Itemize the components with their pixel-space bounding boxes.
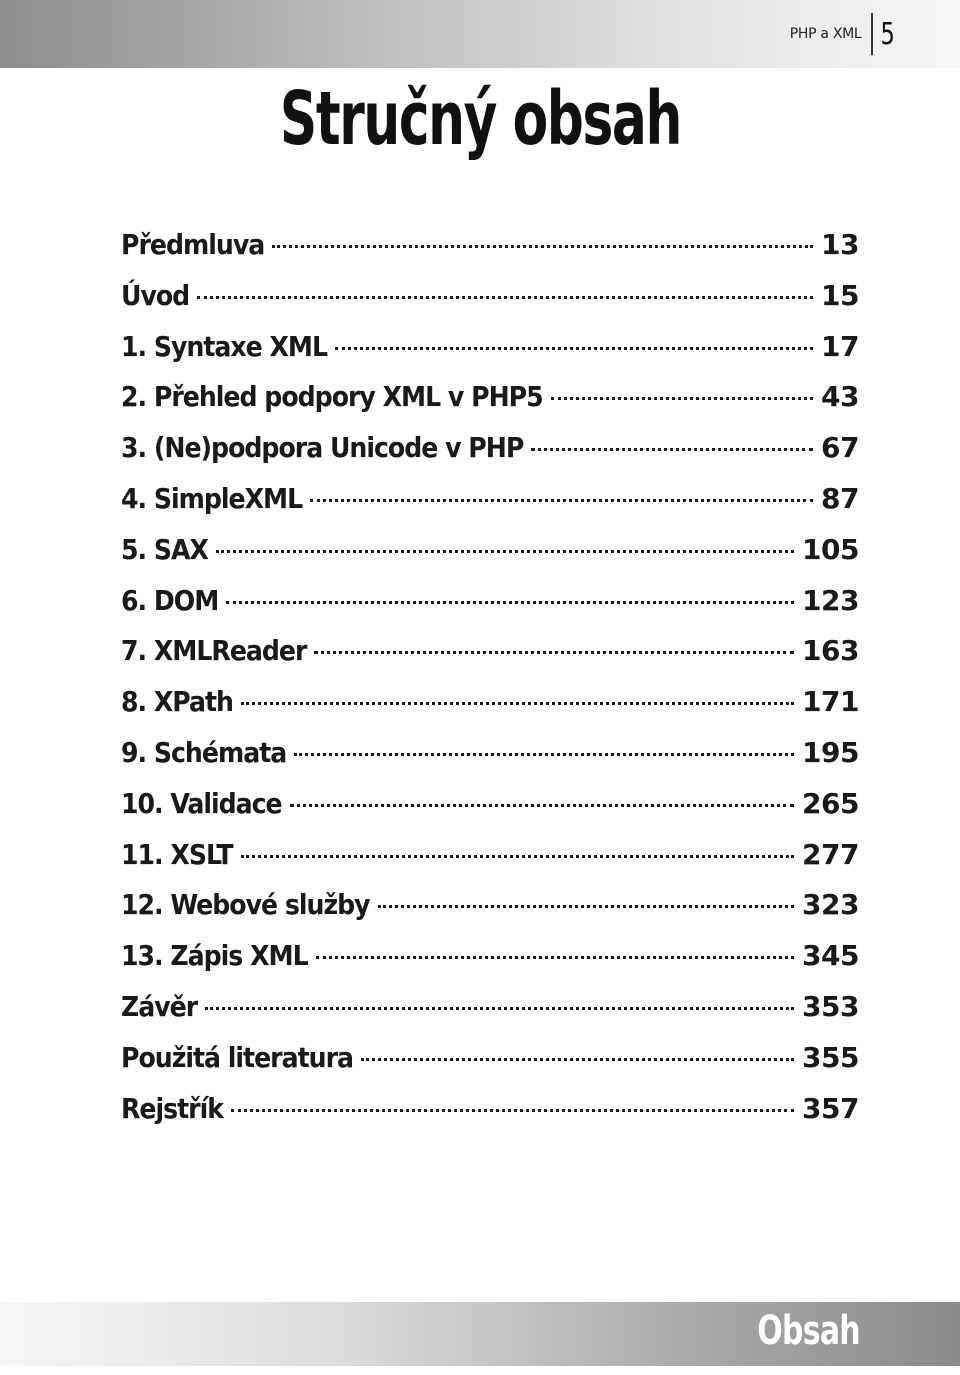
toc-entry-label: Předmluva bbox=[121, 228, 265, 261]
toc-entry-label: 7. XMLReader bbox=[121, 634, 307, 668]
toc-entry[interactable] bbox=[121, 431, 859, 482]
page-number: 5 bbox=[880, 16, 895, 52]
toc-entry-page: 265 bbox=[802, 786, 859, 820]
toc-entry-label: Úvod bbox=[121, 278, 190, 312]
dot-leader bbox=[316, 956, 794, 959]
toc-entry[interactable] bbox=[121, 736, 859, 787]
toc-entry-page: 323 bbox=[802, 888, 859, 922]
toc-entry[interactable] bbox=[121, 787, 859, 838]
toc-entry-label: Závěr bbox=[121, 989, 198, 1023]
toc-entry-label: 9. Schémata bbox=[121, 735, 287, 769]
toc-entry[interactable] bbox=[121, 330, 859, 381]
toc-entry-page: 17 bbox=[821, 329, 859, 363]
dot-leader bbox=[531, 448, 813, 451]
toc-entry[interactable] bbox=[121, 279, 859, 330]
toc-entry-page: 67 bbox=[821, 431, 859, 465]
toc-entry-label: 5. SAX bbox=[121, 532, 208, 566]
toc-entry-label: 13. Zápis XML bbox=[121, 939, 308, 973]
toc-entry-page: 357 bbox=[802, 1091, 859, 1125]
dot-leader bbox=[197, 296, 813, 299]
toc-entry-label: Použitá literatura bbox=[121, 1040, 354, 1074]
dot-leader bbox=[314, 651, 794, 654]
book-title: PHP a XML bbox=[789, 26, 862, 42]
dot-leader bbox=[551, 397, 813, 400]
section-label: Obsah bbox=[757, 1308, 860, 1354]
dot-leader bbox=[335, 347, 813, 350]
toc-entry-page: 123 bbox=[802, 583, 859, 617]
toc-entry-label: 1. Syntaxe XML bbox=[121, 329, 328, 363]
dot-leader bbox=[361, 1058, 794, 1061]
toc-entry-page: 171 bbox=[802, 685, 859, 719]
toc-entry[interactable] bbox=[121, 533, 859, 584]
toc-entry-page: 353 bbox=[802, 989, 859, 1023]
toc-entry-label: 4. SimpleXML bbox=[121, 481, 303, 515]
dot-leader bbox=[294, 753, 794, 756]
dot-leader bbox=[231, 1109, 794, 1112]
toc-entry[interactable] bbox=[121, 634, 859, 685]
toc-entry-label: Rejstřík bbox=[121, 1091, 223, 1125]
toc-entry[interactable] bbox=[121, 888, 859, 939]
toc-entry[interactable] bbox=[121, 1092, 859, 1143]
toc-entry[interactable] bbox=[121, 990, 859, 1041]
toc-entry-page: 43 bbox=[821, 380, 859, 414]
toc-entry[interactable] bbox=[121, 380, 859, 431]
page-title-text: Stručný obsah bbox=[279, 76, 681, 162]
toc-entry-page: 345 bbox=[802, 939, 859, 973]
toc-entry-page: 13 bbox=[821, 228, 859, 261]
toc-entry-label: 11. XSLT bbox=[121, 837, 233, 871]
toc-entry-page: 87 bbox=[821, 481, 859, 515]
toc-entry[interactable] bbox=[121, 939, 859, 990]
toc-entry-label: 3. (Ne)podpora Unicode v PHP bbox=[121, 431, 524, 465]
toc-entry-label: 6. DOM bbox=[121, 583, 219, 617]
dot-leader bbox=[205, 1007, 794, 1010]
toc-entry[interactable] bbox=[121, 685, 859, 736]
toc-entry-page: 15 bbox=[821, 278, 859, 312]
dot-leader bbox=[378, 905, 794, 908]
toc-entry[interactable] bbox=[121, 1041, 859, 1092]
dot-leader bbox=[272, 245, 813, 248]
toc-entry-label: 8. XPath bbox=[121, 685, 233, 719]
running-head bbox=[790, 14, 902, 54]
dot-leader bbox=[241, 702, 794, 705]
toc-entry-page: 195 bbox=[802, 735, 859, 769]
toc-entry-page: 277 bbox=[802, 837, 859, 871]
dot-leader bbox=[216, 550, 794, 553]
toc-entry[interactable] bbox=[121, 838, 859, 889]
toc-entry-page: 355 bbox=[802, 1040, 859, 1074]
toc-entry-label: 12. Webové služby bbox=[121, 888, 370, 922]
dot-leader bbox=[310, 499, 813, 502]
toc-entry-page: 163 bbox=[802, 634, 859, 668]
toc-entry-label: 2. Přehled podpory XML v PHP5 bbox=[121, 380, 543, 414]
toc-entry[interactable] bbox=[121, 228, 859, 279]
dot-leader bbox=[290, 804, 794, 807]
dot-leader bbox=[226, 601, 794, 604]
table-of-contents bbox=[121, 228, 859, 1142]
toc-entry-label: 10. Validace bbox=[121, 786, 282, 820]
dot-leader bbox=[241, 855, 794, 858]
toc-entry[interactable] bbox=[121, 482, 859, 533]
page-title bbox=[0, 68, 960, 162]
toc-entry[interactable] bbox=[121, 584, 859, 635]
toc-entry-page: 105 bbox=[802, 532, 859, 566]
